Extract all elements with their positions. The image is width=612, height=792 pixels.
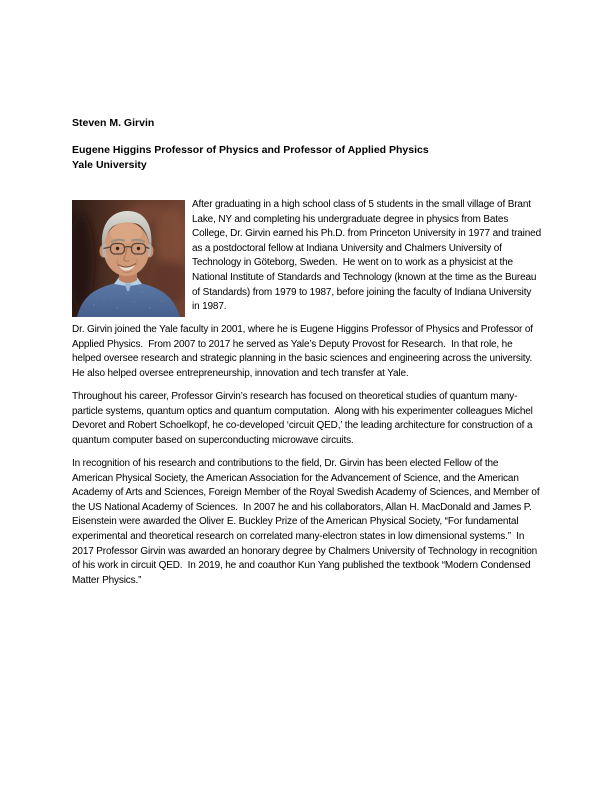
biography-section: [72, 198, 544, 597]
portrait-photo: [72, 200, 185, 317]
document-content: [72, 116, 544, 597]
person-name-heading: Steven M. Girvin: [72, 117, 155, 129]
bio-paragraph-4: In recognition of his research and contributions to the field, Dr. Girvin has been elected Fellow of the American Physical Society, the American Association for the Advancement of Science, and the American Academy of Arts and Sciences, Foreign Member of the Royal Swedish Academy of Sciences, and Member of the US National Academy of Sciences. In 2007 he and his collaborators, Allan H. MacDonald and James P. Eisenstein were awarded the Oliver E. Buckley Prize of the American Physical Society, “For fundamental experimental and theoretical research on correlated many-electron states in low dimensional systems.” In 2017 Professor Girvin was awarded an honorary degree by Chalmers University of Technology in recognition of his work in circuit QED. In 2019, he and coauthor Kun Yang published the textbook “Modern Condensed Matter Physics.”: [72, 458, 543, 586]
bio-paragraph-2: Dr. Girvin joined the Yale faculty in 2001, where he is Eugene Higgins Professor of Physics and Professor of Applied Physics. From 2007 to 2017 he served as Yale’s Deputy Provost for Research. In that role, he helped oversee research and strategic planning in the basic sciences and engineering across the university. He also helped oversee entrepreneurship, innovation and tech transfer at Yale.: [72, 324, 538, 380]
bio-paragraph-1: After graduating in a high school class of 5 students in the small village of Brant Lake, NY and completing his undergraduate degree in physics from Bates College, Dr. Girvin earned his Ph.D. from Princeton University in 1977 and trained as a postdoctoral fellow at Indiana University and Chalmers University of Technology in Göteborg, Sweden. He went on to work as a physicist at the National Institute of Standards and Technology (known at the time as the Bureau of Standards) from 1979 to 1987, before joining the faculty of Indiana University in 1987.: [192, 199, 544, 313]
bio-paragraph-3: Throughout his career, Professor Girvin’s research has focused on theoretical studies of quantum many-particle systems, quantum optics and quantum computation. Along with his experimenter colleagues Michel Devoret and Robert Schoelkopf, he co-developed ‘circuit QED,’ the leading architecture for construction of a quantum computer based on superconducting microwave circuits.: [72, 391, 536, 446]
person-affiliation: Yale University: [72, 159, 147, 171]
portrait-photo-image: [72, 200, 185, 317]
person-title-block: [72, 143, 541, 173]
person-title: Eugene Higgins Professor of Physics and Professor of Applied Physics: [72, 144, 429, 156]
